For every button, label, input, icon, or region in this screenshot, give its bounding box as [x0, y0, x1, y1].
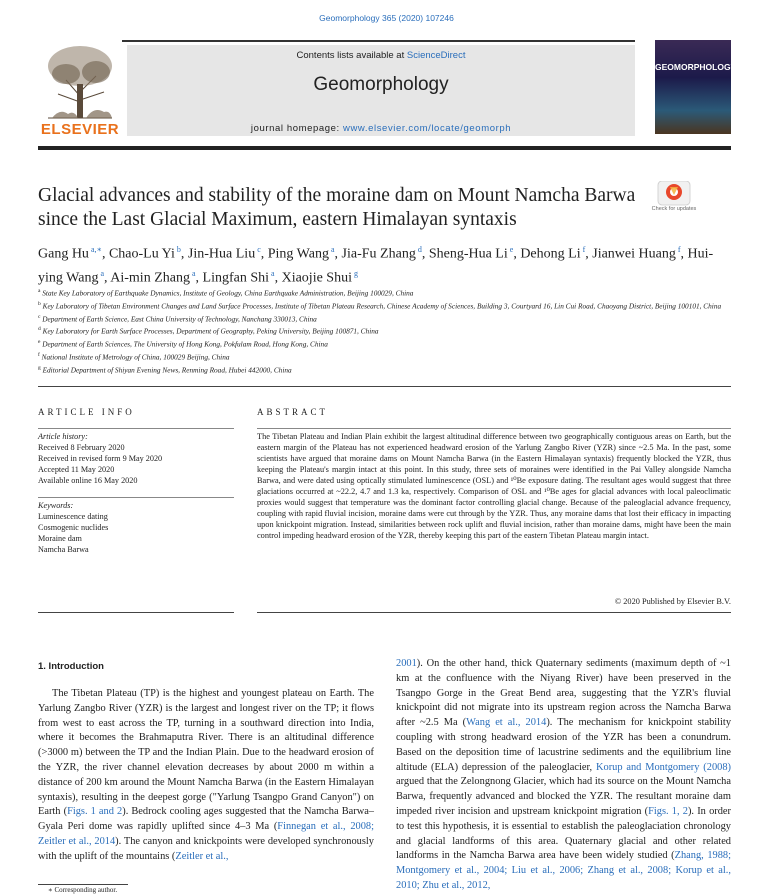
introduction-heading: 1. Introduction [38, 661, 104, 672]
author-separator: , [334, 246, 342, 262]
copyright-notice: © 2020 Published by Elsevier B.V. [614, 597, 731, 606]
affiliation-item [38, 312, 731, 325]
journal-citation[interactable]: Geomorphology 365 (2020) 107246 [319, 13, 454, 23]
article-history [38, 431, 234, 486]
author-list [38, 240, 733, 287]
citation-link[interactable]: Zhang, 1988; Montgomery et al., 2004; Liu et al., 2006; Zhang et al., 2008; Korup et al., 2010; Zhu et al., 2012, [396, 850, 731, 891]
affiliation-text: Key Laboratory of Tibetan Environment Changes and Land Surface Processes, Institute of Tibetan Plateau Research, Chinese Academy of Sciences, Building 3, Courtyard 16, Lin Cui Road, Chaoyang District, Beijing 100101, China [40, 301, 722, 311]
abstract-top-rule [257, 428, 731, 429]
author-name[interactable]: Jia-Fu Zhang [341, 246, 416, 262]
author-affiliation-mark[interactable]: a [189, 268, 196, 278]
citation-link[interactable]: Figs. 1, 2 [648, 805, 688, 817]
author-name[interactable]: Xiaojie Shui [281, 270, 352, 286]
author-separator: , [513, 246, 521, 262]
header-bottom-rule [38, 146, 731, 150]
author-name[interactable]: Ai-min Zhang [110, 270, 190, 286]
journal-homepage [127, 123, 635, 134]
sciencedirect-link[interactable]: ScienceDirect [406, 50, 466, 61]
affiliation-mark: c [38, 313, 41, 320]
body-text: ). The canyon and knickpoints were developed synchronously with the uplift of the mountains ( [38, 835, 374, 862]
check-for-updates-label[interactable]: Check for updates [651, 206, 697, 212]
author-affiliation-mark[interactable]: e [507, 245, 514, 254]
body-text: ). The mechanism for knickpoint stability coupling with strong headward erosion of the YZR has been a conundrum. Based on the deposition time of lacustrine sediments and the equilibrium line altitude (ELA) depression of the paleoglacier, [396, 717, 732, 773]
article-info-heading: ARTICLE INFO [38, 407, 135, 417]
author-name[interactable]: Ping Wang [267, 246, 329, 262]
author-affiliation-mark[interactable]: a [98, 268, 105, 278]
history-item: Accepted 11 May 2020 [38, 465, 115, 474]
affiliation-text: Key Laboratory for Earth Surface Processes, Department of Geography, Peking University, Beijing 100871, China [40, 326, 379, 336]
author-affiliation-mark[interactable]: b [174, 245, 181, 254]
affiliation-mark: f [38, 352, 40, 359]
keywords-label: Keywords: [38, 501, 74, 510]
affiliation-text: Editorial Department of Shiyan Evening News, Renming Road, Hubei 442000, China [40, 365, 292, 375]
footnote-rule [38, 884, 128, 885]
citation-link[interactable]: Zeitler et al., [175, 850, 229, 862]
article-info-bottom-rule [38, 612, 234, 613]
abstract-text: The Tibetan Plateau and Indian Plain exhibit the largest altitudinal difference between two geographically contiguous areas on Earth, but the eastern margin of the Plateau has not experienced headward erosion of the Yarlung Zangbo River (YZR) since ~2.5 Ma. In the past, some scientists have argued that moraine dams on Mount Namcha Barwa (in the Eastern Himalayan syntaxis) frequently blocked the YZR, thus keeping the Plateau's margin intact at this point. In this study, three sets of moraines were identified in the Pai Valley alongside Namcha Barwa, and were dated using optically stimulated luminescence (OSL) and ¹⁰Be exposure dating. The resultant ages would suggest that three glaciations occurred at ~22.2, 4.7 and 1.3 ka, respectively. Comparison of OSL and ¹⁰Be ages for glacial advances with local paleoclimatic proxies would suggest that temperature was the dominant factor controlling glacial change. Because of the paleoglacial advance frequency, coupling with rapid fluvial incision, moraine dams were cut through by the YZR. Thus, any moraine dams that lost their efficacy in impacting upon knickpoint migration. Instead, similarities between rock uplift and fluvial incision, rather than moraine dams, might have been the main control impeding headward erosion of the YZR, thereby keeping this part of the eastern Tibetan Plateau margin intact. [257, 432, 731, 540]
body-text: The Tibetan Plateau (TP) is the highest and youngest plateau on Earth. The Yarlung Zangbo River (YZR) is the largest and longest river on the TP; it flows from west to east across the TP, turning in a southward direction into India, where it becomes the Brahmaputra River. There is an altitudinal difference (>3000 m) between the TP and the Indian Plain. Due to the headward erosion of the YZR, the river channel elevation decreases by about 2000 m within a distance of 200 km around the Mount Namcha Barwa (in the Eastern Himalayan syntaxis), resulting in the deepest gorge ("Yarlung Tsangpo Grand Canyon") on Earth ( [38, 688, 374, 818]
article-title: Glacial advances and stability of the moraine dam on Mount Namcha Barwa since the Last Glacial Maximum, eastern Himalayan syntaxis [38, 185, 636, 230]
author-separator: , [260, 246, 268, 262]
body-text: argued that the Zelongnong Glacier, which had its source on the Mount Namcha Barwa, frequently advanced and blocked the YZR. The resultant moraine dam impeded river incision and upstream knickpoint migration ( [396, 776, 731, 817]
homepage-link[interactable]: www.elsevier.com/locate/geomorph [343, 123, 512, 134]
body-text: ). In order to test this hypothesis, it is essential to establish the paleoglaciation chronology and glacial landforms of this area. Quaternary glacial and other related landforms in the Namcha Barwa area have been widely studied ( [396, 805, 731, 862]
author-affiliation-mark[interactable]: c [255, 245, 261, 254]
citation-link[interactable]: 2001 [396, 658, 417, 669]
body-text: ). Bedrock cooling ages suggested that the Namcha Barwa–Gyala Peri dome was rapidly uplifted since 4–3 Ma ( [38, 806, 375, 833]
author-separator: , [421, 246, 429, 262]
affiliation-text: National Institute of Metrology of China, 100029 Beijing, China [39, 352, 230, 362]
author-name[interactable]: Lingfan Shi [202, 270, 270, 286]
contents-prefix: Contents lists available at [296, 50, 407, 61]
abstract-heading: ABSTRACT [257, 407, 329, 417]
affiliation-mark: g [38, 364, 41, 371]
affiliation-text: Department of Earth Science, East China University of Technology, Nanchang 330013, China [40, 314, 317, 324]
author-affiliation-mark[interactable]: d [415, 245, 422, 254]
keyword-item[interactable]: Cosmogenic nuclides [38, 523, 109, 532]
abstract-bottom-rule [257, 612, 731, 613]
intro-right-column [396, 657, 731, 894]
author-affiliation-mark[interactable]: a,∗ [88, 245, 102, 254]
keyword-item[interactable]: Luminescence dating [38, 512, 108, 521]
history-item: Received in revised form 9 May 2020 [38, 454, 163, 463]
author-affiliation-mark[interactable]: f [675, 245, 681, 254]
journal-cover-title: GEOMORPHOLOGY [655, 62, 737, 72]
citation-link[interactable]: Korup and Montgomery (2008) [596, 761, 731, 773]
author-separator: , [585, 246, 593, 262]
check-for-updates-icon[interactable] [654, 181, 694, 221]
history-label: Article history: [38, 432, 88, 441]
author-name[interactable]: Hui-ying Wang [38, 246, 714, 286]
journal-cover-image[interactable] [655, 40, 737, 134]
affiliation-mark: b [38, 300, 41, 307]
author-name[interactable]: Gang Hu [38, 246, 89, 262]
history-item: Available online 16 May 2020 [38, 476, 138, 485]
author-affiliation-mark[interactable]: a [328, 245, 335, 254]
author-affiliation-mark[interactable]: a [269, 268, 275, 278]
citation-link[interactable]: Wang et al., 2014 [466, 717, 547, 729]
affiliation-item [38, 286, 731, 299]
article-info-top-rule [38, 428, 234, 429]
affiliation-text: Department of Earth Sciences, The University of Hong Kong, Pokfulam Road, Hong Kong, China [40, 339, 328, 349]
body-text: ). On the other hand, thick Quaternary sediments (maximum depth of ~1 km at the confluence with the Niyang River) have been preserved in the Tsangpo Gorge in the Great Bend area, suggesting that the YZR's fluvial knickpoint did not migrate into its upstream region across the Namcha Barwa after ~2.5 Ma ( [396, 658, 731, 729]
keywords-box [38, 500, 234, 555]
journal-name: Geomorphology [313, 74, 449, 95]
author-name[interactable]: Chao-Lu Yi [108, 246, 175, 262]
affiliation-item [38, 337, 731, 350]
intro-left-column [38, 687, 374, 865]
author-affiliation-mark[interactable]: f [580, 245, 586, 254]
citation-link[interactable]: Finnegan et al., 2008; Zeitler et al., 2014 [38, 821, 374, 847]
citation-link[interactable]: Figs. 1 and 2 [67, 806, 123, 818]
author-separator: , [274, 270, 282, 286]
corresponding-author-footnote: ∗ Corresponding author. [48, 886, 118, 894]
author-separator: , [101, 246, 109, 262]
affiliation-mark: d [38, 326, 41, 333]
author-name[interactable]: Dehong Li [520, 246, 581, 262]
article-info-mid-rule [38, 497, 234, 498]
elsevier-wordmark: ELSEVIER [40, 121, 120, 138]
author-separator: , [195, 270, 203, 286]
keyword-item[interactable]: Namcha Barwa [38, 545, 89, 554]
affiliation-item [38, 299, 731, 312]
author-name[interactable]: Jin-Hua Liu [187, 246, 256, 262]
author-affiliation-mark[interactable]: g [351, 268, 358, 278]
contents-line [127, 50, 635, 61]
author-separator: , [104, 270, 111, 286]
history-item: Received 8 February 2020 [38, 443, 125, 452]
author-separator: , [680, 246, 688, 262]
header-top-rule [38, 40, 635, 42]
author-name[interactable]: Sheng-Hua Li [428, 246, 508, 262]
affiliation-rule [38, 386, 731, 387]
affiliation-mark: a [38, 288, 41, 294]
keyword-item[interactable]: Moraine dam [38, 534, 82, 543]
homepage-prefix: journal homepage: [250, 123, 344, 134]
author-name[interactable]: Jianwei Huang [592, 246, 676, 262]
affiliation-text: State Key Laboratory of Earthquake Dynamics, Institute of Geology, China Earthquake Administration, Beijing 100029, China [40, 288, 414, 298]
affiliation-mark: e [38, 339, 41, 346]
affiliation-item [38, 363, 731, 376]
affiliation-item [38, 324, 731, 337]
author-separator: , [180, 246, 188, 262]
affiliation-item [38, 350, 731, 363]
affiliation-list [38, 286, 731, 376]
